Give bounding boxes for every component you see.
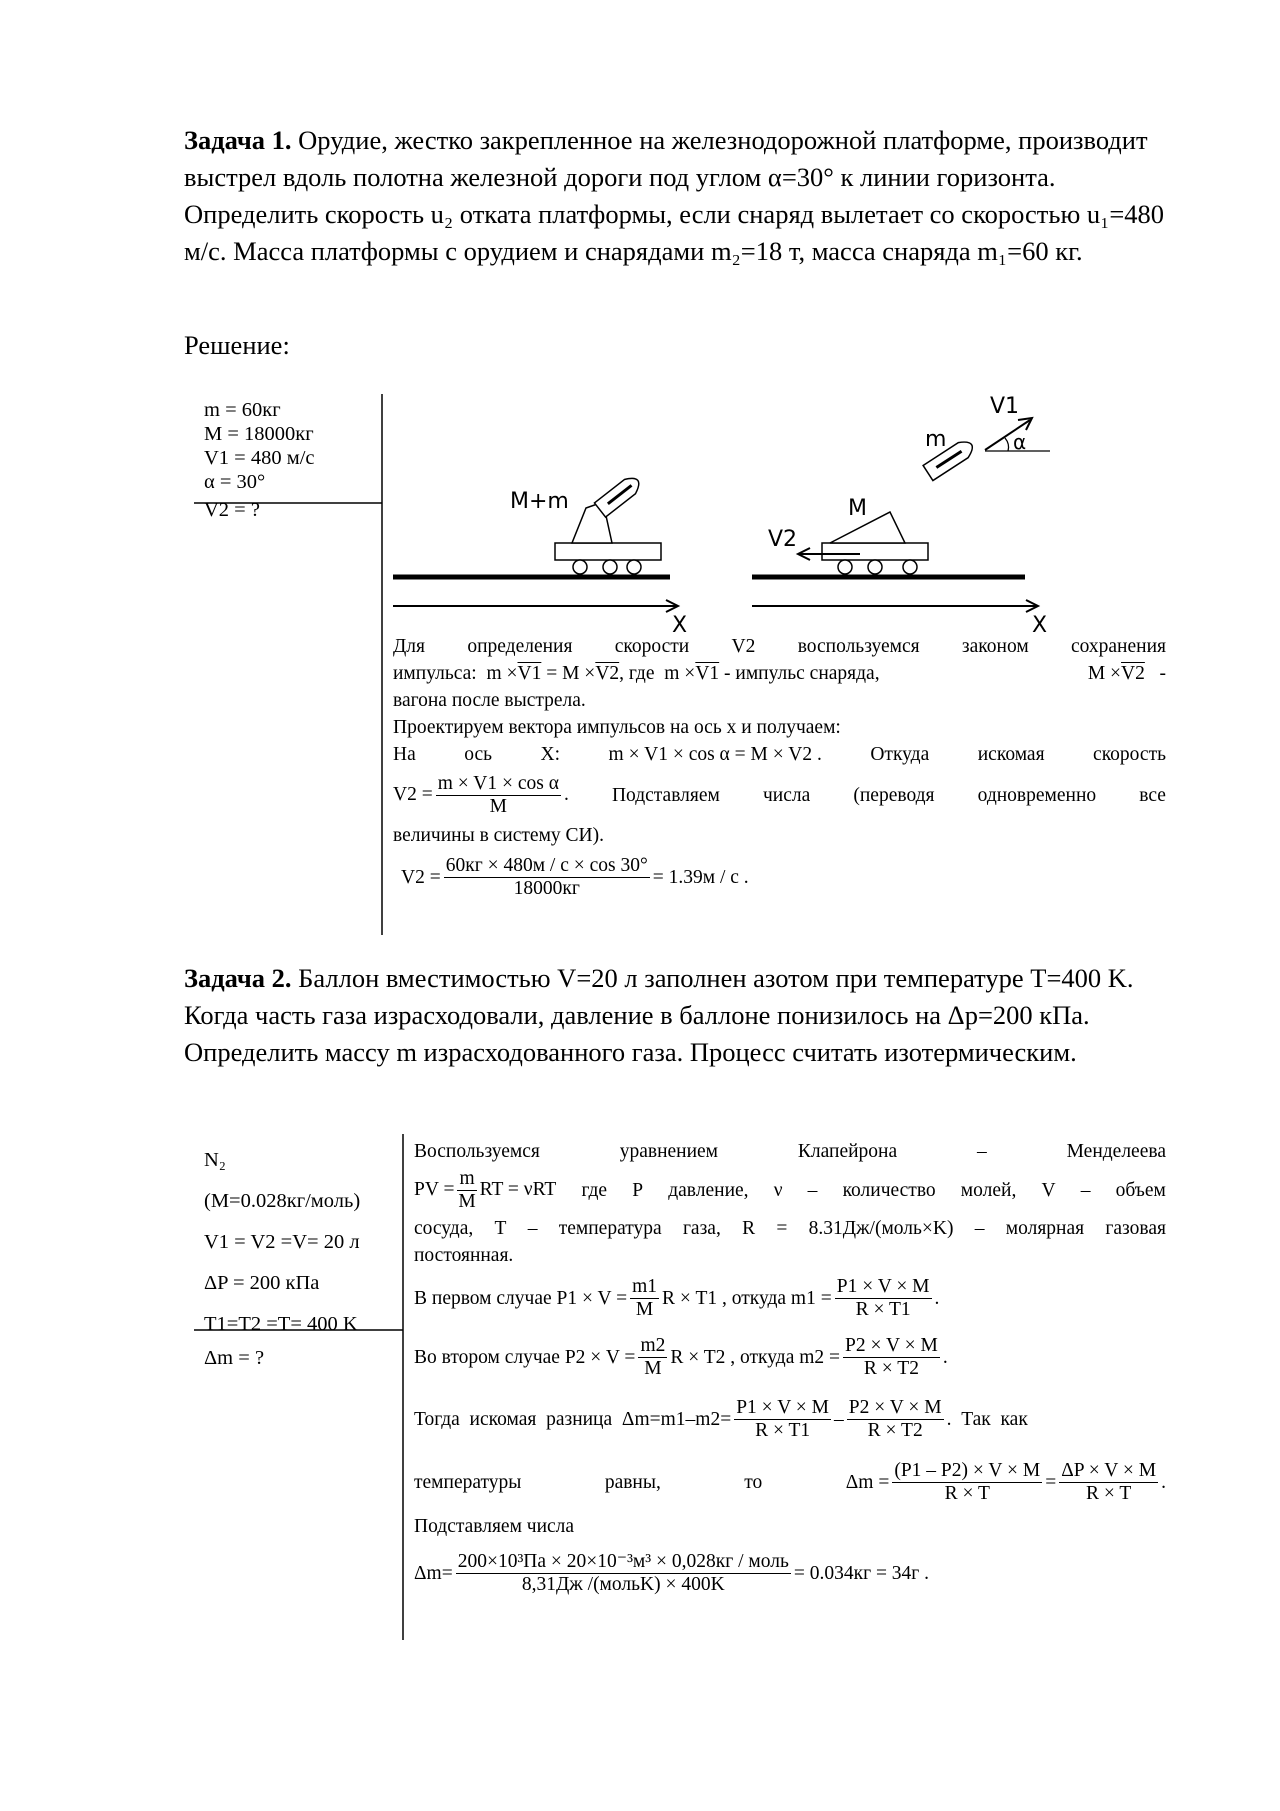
sol-line: температуры равны, то Δm = $\frac{(P1 - P2) \times V \times M}{R \times T}$ = $\frac{\Delta P \times V \times M}{R \times T}$ . <box>414 1459 1166 1504</box>
find-item: V2 = ? <box>204 499 260 521</box>
fraction: $\frac{(P1 - P2) \times V \times M}{R \times T}$ <box>894 1459 1041 1504</box>
sol-line: Проектируем вектора импульсов на ось x и получаем: <box>393 717 841 738</box>
task1-solution-label: Решение: <box>184 330 290 360</box>
projectile-label: m <box>925 427 947 452</box>
sol-line: Воспользуемся уравнением Клапейрона – Менделеева <box>414 1141 1166 1162</box>
sol-line: V2 = $\frac{60кг \times 480м / с \times \cos 30^\circ}{18000кг}$ = 1.39м / с . <box>401 854 749 899</box>
platform-before <box>510 473 661 574</box>
sol-line: импульса: m ×V1 = M ×V2, где m ×V1 - импульс снаряда, M ×V2 - <box>393 663 1166 684</box>
sol-line: сосуда, T – температура газа, R = 8.31Дж/(моль×K) – молярная газовая <box>414 1218 1166 1239</box>
task1-solution <box>393 633 1166 905</box>
task2-label: Задача 2. <box>184 963 292 993</box>
v2-label: V2 <box>768 527 798 552</box>
fraction: $\frac{\text{m × V1 × cos α}}{M}$ <box>437 772 559 817</box>
axis-label: X <box>672 613 688 638</box>
given-item: ΔP = 200 кПа <box>204 1272 320 1294</box>
sol-line: Во втором случае P2 × V = $\frac{m2}{M}$ R × T2 , откуда m2 = $\frac{P2 \times V \times M}{R \times T2}$ . <box>414 1334 948 1379</box>
sol-line: Тогда искомая разница Δm=m1–m2= $\frac{P1 \times V \times M}{R \times T1}$ – $\frac{P2 \times V \times M}{R \times T2}$ . Так как <box>414 1396 1028 1441</box>
v1-label: V1 <box>990 394 1020 419</box>
platform-after <box>768 496 928 574</box>
sol-line: величины в систему СИ). <box>393 825 604 846</box>
sol-line: Подставляем числа <box>414 1516 575 1537</box>
sol-line: постоянная. <box>414 1245 514 1266</box>
fraction: $\frac{\Delta P \times V \times M}{R \times T}$ <box>1061 1459 1157 1504</box>
find-item: Δm = ? <box>204 1347 265 1369</box>
sol-line: V2 = $\frac{\text{m × V1 × cos α}}{M}$ . Подставляем числа (переводя одновременно все <box>393 772 1166 817</box>
sol-line: Δm= $\frac{\text{200×10³Па × 20×10⁻³м³ × 0,028кг / моль}}{\text{8,31Дж /(мольK) × 400K}}$ = 0.034кг = 34г . <box>414 1550 930 1595</box>
sol-line: На ось X: m × V1 × cos α = M × V2 . Откуда искомая скорость <box>393 744 1166 765</box>
task2-text: Баллон вместимостью V=20 л заполнен азотом при температуре T=400 K. Когда часть газа израсходовали, давление в баллоне понизилось на Δp=200 кПа. Определить массу m израсходованного газа. Процесс считать изотермическим. <box>184 963 1134 1067</box>
given-item: α = 30° <box>204 471 266 493</box>
given-item: V1 = V2 =V= 20 л <box>204 1231 360 1253</box>
axis-label: X <box>1032 613 1048 638</box>
fraction: $\frac{m1}{M}$ <box>632 1275 658 1320</box>
task1-text: Орудие, жестко закрепленное на железнодорожной платформе, производит выстрел вдоль полотна железной дороги под углом α=30° к линии горизонта. Определить скорость u₂ отката платформы, если снаряд вылетает со скоростью u₁=480 м/с. Масса платформы с орудием и снарядами m₂=18 т, масса снаряда m₁=60 кг. <box>184 125 1165 266</box>
given-item: M = 18000кг <box>204 423 314 445</box>
given-item: V1 = 480 м/с <box>204 447 315 469</box>
sol-line: В первом случае P1 × V = $\frac{m1}{M}$ R × T1 , откуда m1 = $\frac{P1 \times V \times M}{R \times T1}$ . <box>414 1275 940 1320</box>
label-before: M+m <box>510 489 569 514</box>
fraction: $\frac{m}{M}$ <box>458 1167 476 1212</box>
sol-line: PV = $\frac{m}{M}$ RT = νRT где P давление, ν – количество молей, V – объем <box>414 1167 1166 1212</box>
fraction: $\frac{60кг \times 480м / с \times \cos 30^\circ}{18000кг}$ <box>445 854 648 899</box>
given-item: m = 60кг <box>204 399 281 421</box>
task2-statement <box>184 960 1184 1071</box>
fraction: $\frac{P2 \times V \times M}{R \times T2}$ <box>845 1334 938 1379</box>
projectile <box>923 394 1050 481</box>
fraction: $\frac{P2 \times V \times M}{R \times T2}$ <box>848 1396 942 1441</box>
fraction: $\frac{\text{200×10³Па × 20×10⁻³м³ × 0,028кг / моль}}{\text{8,31Дж /(мольK) × 400K}}$ <box>457 1550 789 1595</box>
task2-given <box>204 1140 360 1369</box>
sol-line: вагона после выстрела. <box>393 690 586 711</box>
given-item: N₂ <box>204 1149 226 1171</box>
task1-label: Задача 1. <box>184 125 292 155</box>
fraction: $\frac{P1 \times V \times M}{R \times T1}$ <box>736 1396 830 1441</box>
fraction: $\frac{P1 \times V \times M}{R \times T1}$ <box>836 1275 930 1320</box>
fraction: $\frac{m2}{M}$ <box>640 1334 666 1379</box>
given-item: (M=0.028кг/моль) <box>204 1190 361 1212</box>
task2-solution <box>414 1138 1166 1606</box>
given-item: T1=T2 =T= 400 K <box>204 1313 358 1335</box>
alpha-label: α <box>1013 430 1027 454</box>
label-after: M <box>848 496 867 521</box>
sol-line: Для определения скорости V2 воспользуемся законом сохранения <box>393 636 1166 657</box>
